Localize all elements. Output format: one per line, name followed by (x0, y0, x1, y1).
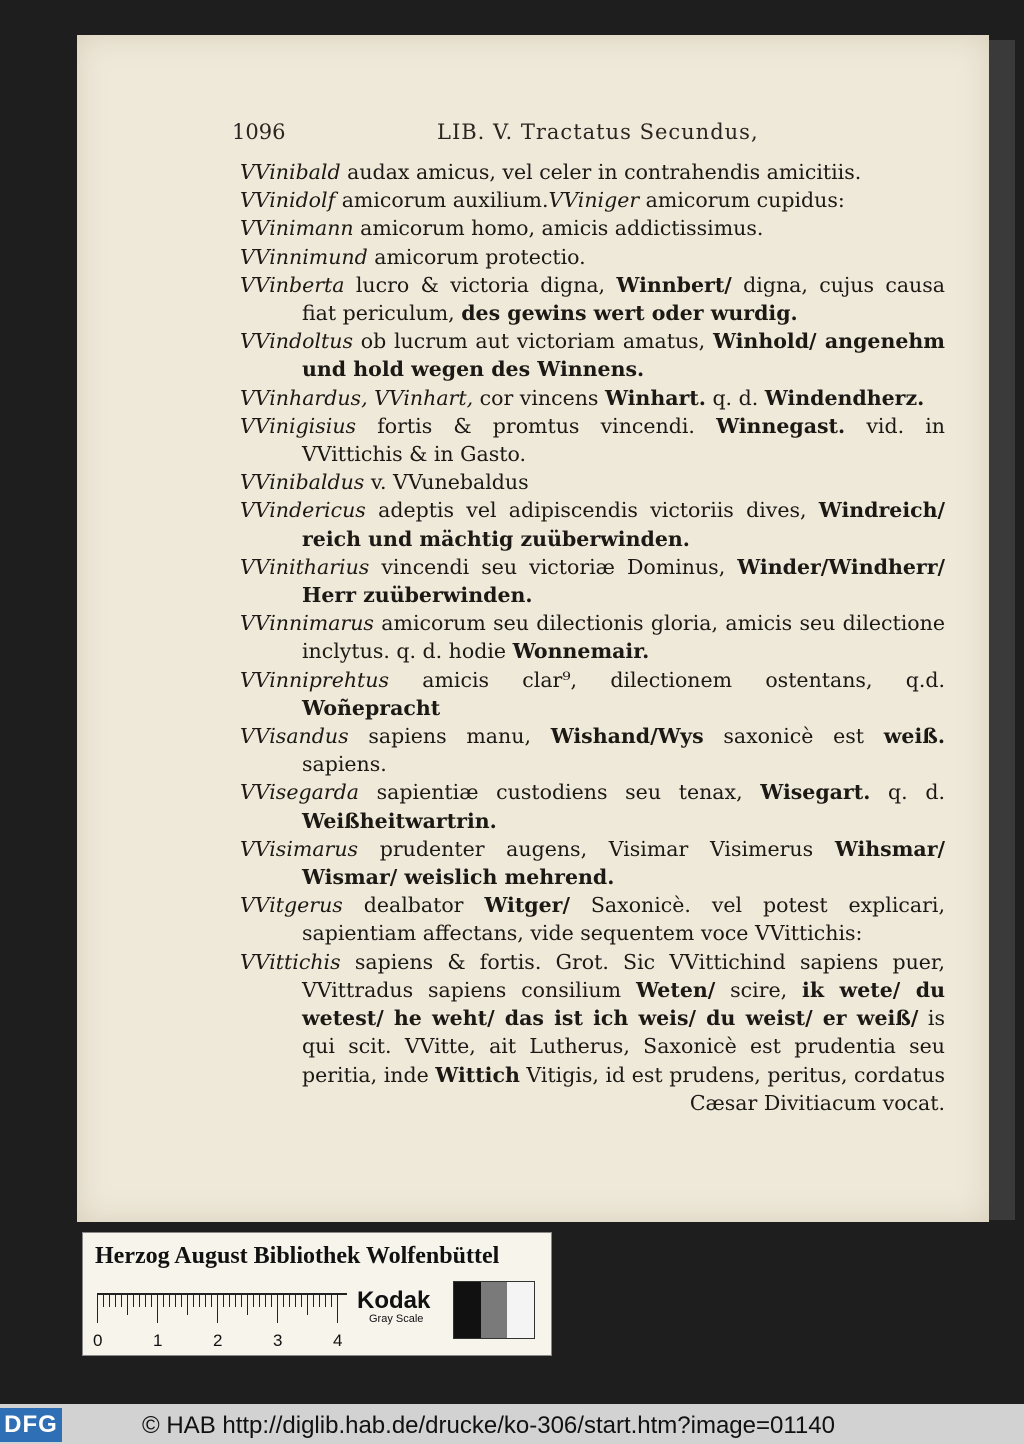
headword: VVindoltus (240, 329, 353, 354)
gray-scale-label: Gray Scale (369, 1313, 424, 1325)
ruler-tick (331, 1293, 332, 1307)
dictionary-entry (240, 158, 945, 186)
latin-gloss: amicorum homo, amicis addictissimus. (353, 216, 764, 241)
gray-swatch (454, 1282, 481, 1338)
page-header (232, 120, 952, 150)
headword: VVinniprehtus (240, 667, 389, 692)
copyright-link[interactable]: © HAB http://diglib.hab.de/drucke/ko-306/start.htm?image=01140 (142, 1412, 835, 1439)
ruler-tick (127, 1293, 128, 1315)
ruler-number: 0 (93, 1331, 103, 1350)
dictionary-entry (240, 948, 945, 1117)
latin-gloss: q. d. (870, 780, 946, 805)
headword: VVisegarda (240, 780, 359, 805)
latin-gloss: prudenter augens, Visimar Visimerus (358, 836, 835, 861)
headword: VVisandus (240, 724, 349, 749)
gray-swatch (507, 1282, 534, 1338)
german-gloss: weiß. (883, 724, 945, 749)
ruler-tick (187, 1293, 188, 1315)
dictionary-entry (240, 553, 945, 609)
ruler-tick (121, 1293, 122, 1307)
german-gloss: Weten/ (635, 977, 716, 1002)
ruler-tick (253, 1293, 254, 1307)
german-gloss: Wittich (435, 1062, 520, 1087)
latin-gloss: sapiens manu, (348, 724, 551, 749)
headword: VVittichis (240, 949, 341, 974)
dictionary-entry (240, 666, 945, 722)
page-number: 1096 (232, 120, 286, 144)
dictionary-entry (240, 496, 945, 552)
dictionary-entry (240, 186, 945, 214)
latin-gloss: sapiens & fortis. Grot. Sic VVittichind sapiens puer, VVittradus sapiens consilium (302, 949, 945, 1002)
headword: VVinnimarus (240, 611, 374, 636)
scale-ruler (93, 1293, 347, 1350)
ruler-tick (277, 1293, 278, 1323)
german-gloss: Winder/Windherr/ Herr zuüberwinden. (302, 554, 945, 608)
headword: VVitgerus (240, 893, 343, 918)
latin-gloss: digna, cujus causa fiat periculum, (302, 272, 945, 326)
headword: VVinnimund (240, 244, 368, 269)
latin-gloss: amicis clar⁹, dilectionem ostentans, q.d. (389, 667, 945, 692)
headword: VVisimarus (240, 836, 359, 861)
facing-page-edge (989, 40, 1015, 1220)
ruler-tick (235, 1293, 236, 1307)
latin-gloss: v. VVunebaldus (364, 470, 529, 495)
latin-gloss: amicorum seu dilectionis gloria, amicis seu dilectione inclytus. q. d. hodie (302, 611, 945, 664)
latin-gloss: ob lucrum aut victoriam amatus, (353, 329, 713, 354)
headword: VVinimann (240, 216, 354, 241)
german-gloss: Windendherz. (764, 385, 925, 410)
latin-gloss: amicorum protectio. (367, 244, 586, 269)
german-gloss: Wisegart. (760, 780, 871, 805)
ruler-number: 2 (213, 1331, 223, 1350)
ruler-tick (271, 1293, 272, 1307)
ruler-tick (175, 1293, 176, 1307)
dictionary-text (240, 158, 945, 1117)
dictionary-entry (240, 327, 945, 383)
german-gloss: Winhart. (604, 385, 706, 410)
ruler-tick (301, 1293, 302, 1307)
ruler-tick (151, 1293, 152, 1307)
latin-gloss: fortis & promtus vincendi. (356, 413, 717, 438)
headword: VVinhardus, VVinhart, (240, 385, 474, 410)
ruler-tick (145, 1293, 146, 1307)
german-gloss: Witger/ (484, 893, 570, 918)
ruler-tick (109, 1293, 110, 1307)
ruler-tick (337, 1293, 338, 1323)
headword: VVinidolf (240, 188, 336, 213)
headword: VVinibald (240, 160, 341, 184)
ruler-tick (217, 1293, 218, 1323)
latin-gloss: saxonicè est (703, 724, 884, 749)
latin-gloss: amicorum auxilium. (335, 188, 549, 213)
german-gloss: Wishand/Wys (550, 724, 704, 749)
latin-gloss: audax amicus, vel celer in contrahendis amicitiis. (340, 160, 862, 184)
footer-bar (0, 1404, 1024, 1444)
ruler-tick (313, 1293, 314, 1307)
german-gloss: Winnbert/ (616, 272, 732, 297)
dfg-logo: DFG (0, 1408, 62, 1442)
dictionary-entry (240, 778, 945, 834)
ruler-tick (229, 1293, 230, 1307)
running-head: LIB. V. Tractatus Secundus, (437, 120, 759, 144)
latin-gloss: q. d. (705, 385, 765, 410)
ruler-number: 4 (333, 1331, 343, 1350)
ruler-tick (223, 1293, 224, 1307)
latin-gloss: lucro & victoria digna, (344, 272, 617, 297)
ruler-tick (133, 1293, 134, 1307)
ruler-tick (163, 1293, 164, 1307)
headword: VVinigisius (240, 413, 357, 438)
german-gloss: Weißheitwartrin. (302, 808, 497, 833)
german-gloss: Wihsmar/ Wismar/ weislich mehrend. (302, 836, 945, 890)
dictionary-entry (240, 835, 945, 891)
ruler-tick (283, 1293, 284, 1307)
latin-gloss: scire, (715, 977, 803, 1002)
latin-gloss: cor vincens (473, 385, 605, 410)
latin-gloss: sapientiæ custodiens seu tenax, (358, 780, 761, 805)
ruler-tick (115, 1293, 116, 1307)
kodak-logo: Kodak (357, 1287, 431, 1314)
latin-gloss: amicorum cupidus: (639, 188, 845, 213)
ruler-tick (97, 1293, 98, 1323)
german-gloss: Woñepracht (302, 695, 441, 720)
gray-scale-swatches (453, 1281, 535, 1339)
ruler-tick (325, 1293, 326, 1307)
dictionary-entry (240, 384, 945, 412)
ruler-tick (157, 1293, 158, 1323)
ruler-tick (295, 1293, 296, 1307)
ruler-tick (241, 1293, 242, 1307)
dictionary-entry (240, 891, 945, 947)
german-gloss: Windreich/ reich und mächtig zuüberwinden. (302, 498, 945, 551)
german-gloss: Wonnemair. (512, 639, 650, 664)
dictionary-entry (240, 609, 945, 665)
dictionary-entry (240, 412, 945, 468)
ruler-tick (181, 1293, 182, 1307)
ruler-tick (193, 1293, 194, 1307)
ruler-tick (139, 1293, 140, 1307)
ruler-number: 1 (153, 1331, 163, 1350)
latin-gloss: adeptis vel adipiscendis victoriis dives, (365, 498, 819, 523)
ruler-tick (211, 1293, 212, 1307)
archive-label (82, 1232, 552, 1356)
german-gloss: Winnegast. (716, 413, 846, 438)
latin-gloss: vid. in VVittichis & in Gasto. (302, 413, 945, 467)
dictionary-entry (240, 468, 945, 496)
ruler-tick (289, 1293, 290, 1307)
latin-gloss: dealbator (342, 893, 485, 918)
gray-swatch (481, 1282, 508, 1338)
ruler-line (97, 1293, 347, 1295)
latin-gloss: is qui scit. VVitte, ait Lutherus, Saxonicè est prudentia seu peritia, inde (302, 1006, 945, 1087)
ruler-number: 3 (273, 1331, 283, 1350)
german-gloss: des gewins wert oder wurdig. (461, 301, 798, 326)
ruler-tick (205, 1293, 206, 1307)
ruler-tick (259, 1293, 260, 1307)
ruler-tick (307, 1293, 308, 1315)
library-name: Herzog August Bibliothek Wolfenbüttel (95, 1243, 500, 1269)
headword: VVinibaldus (240, 470, 365, 495)
ruler-tick (265, 1293, 266, 1307)
ruler-tick (319, 1293, 320, 1307)
ruler-tick (199, 1293, 200, 1307)
dictionary-entry (240, 214, 945, 242)
headword: VVinitharius (240, 554, 370, 579)
headword: VVindericus (240, 498, 366, 523)
dictionary-entry (240, 243, 945, 271)
ruler-tick (169, 1293, 170, 1307)
headword: VViniger (548, 188, 640, 213)
dictionary-entry (240, 722, 945, 778)
headword: VVinberta (240, 272, 345, 297)
latin-gloss: sapiens. (302, 752, 387, 777)
latin-gloss: Saxonicè. vel potest explicari, sapientiam affectans, vide sequentem voce VVittichis: (302, 893, 945, 946)
latin-gloss: vincendi seu victoriæ Dominus, (369, 554, 738, 579)
dictionary-entry (240, 271, 945, 327)
german-gloss: ik wete/ du wetest/ he weht/ das ist ich weis/ du weist/ er weiß/ (302, 977, 945, 1031)
german-gloss: Winhold/ angenehm und hold wegen des Winnens. (302, 329, 945, 382)
ruler-tick (247, 1293, 248, 1315)
latin-gloss: Vitigis, id est prudens, peritus, cordatus Cæsar Divitiacum vocat. (519, 1062, 945, 1115)
ruler-tick (103, 1293, 104, 1307)
